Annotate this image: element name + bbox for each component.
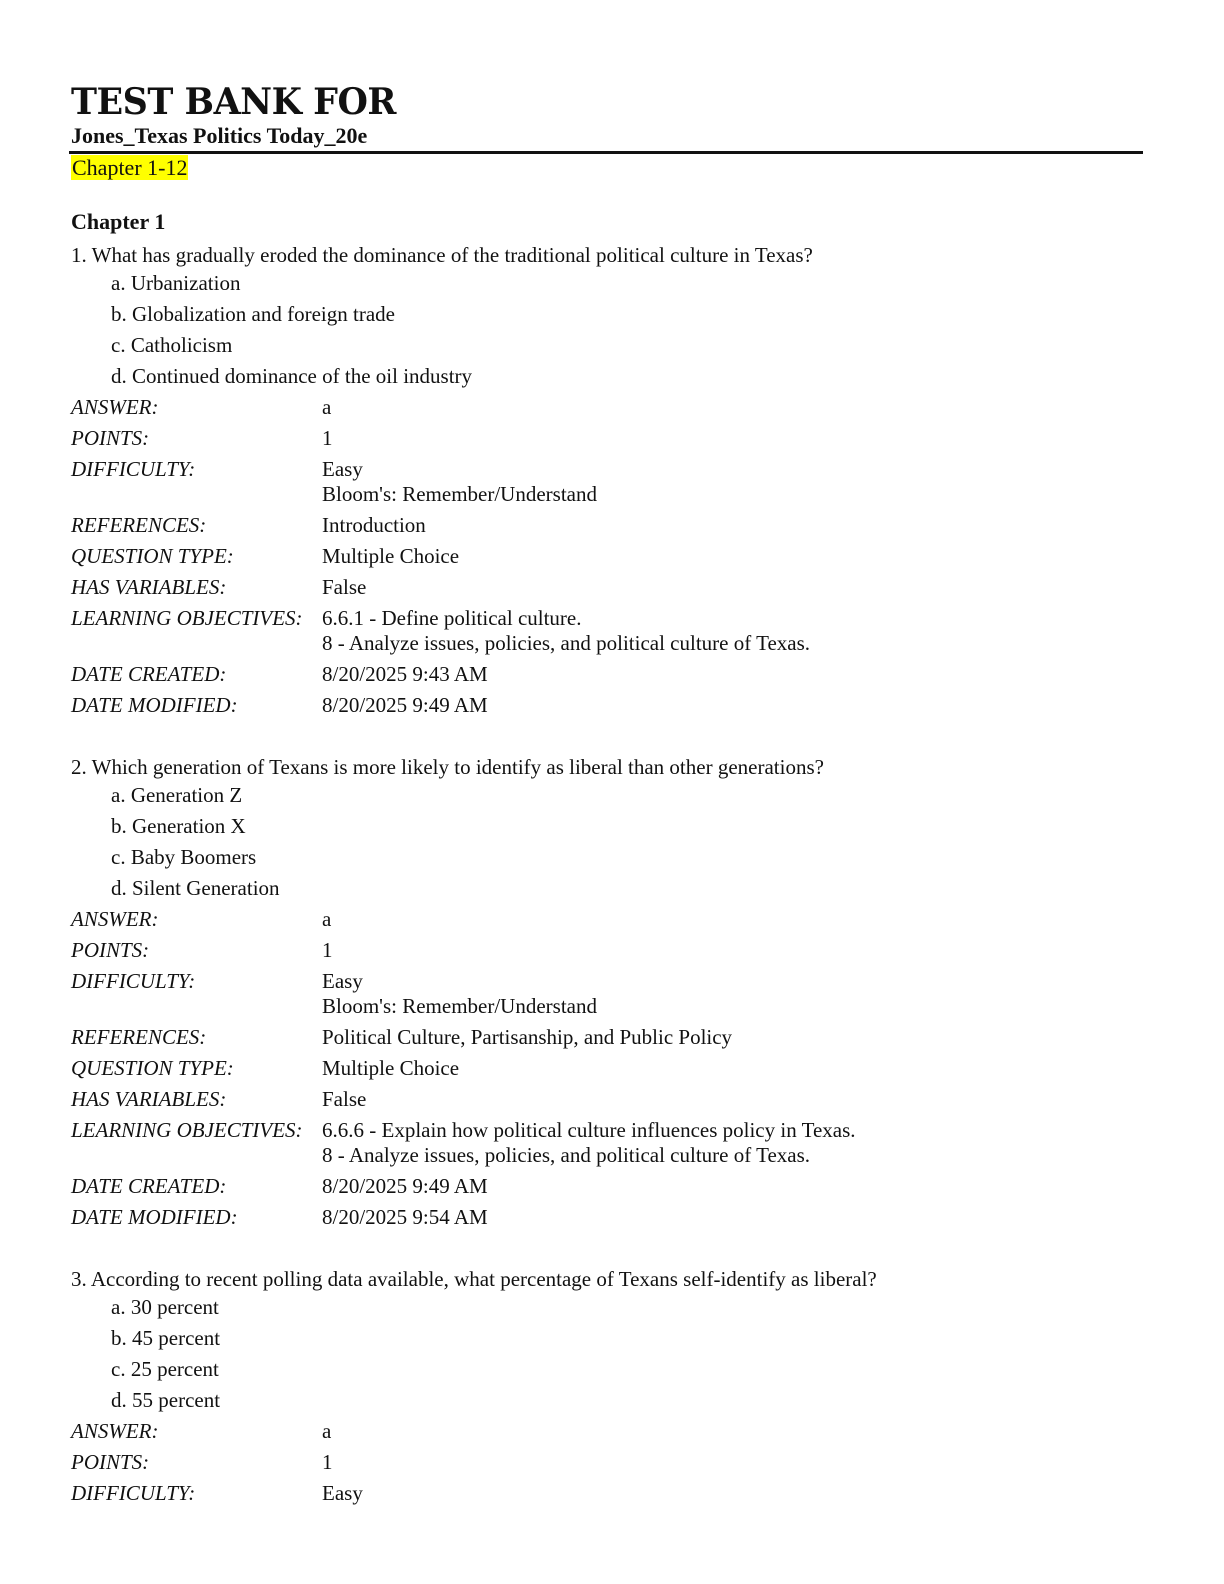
meta-label: DIFFICULTY: (71, 1481, 196, 1505)
meta-value: 1 (322, 1450, 333, 1474)
meta-label: DIFFICULTY: (71, 969, 196, 993)
option-item: b. Generation X (111, 814, 246, 838)
document-page (71, 82, 1145, 1512)
meta-row-date-created (71, 1174, 1145, 1199)
option-item: b. 45 percent (111, 1326, 221, 1350)
question-block (71, 242, 1145, 718)
meta-label: REFERENCES: (71, 513, 207, 537)
meta-label: DIFFICULTY: (71, 457, 196, 481)
meta-label: DATE CREATED: (71, 662, 227, 686)
option-item: c. Baby Boomers (111, 845, 257, 869)
meta-label: POINTS: (71, 426, 150, 450)
meta-label: HAS VARIABLES: (71, 1087, 227, 1111)
meta-row-answer (71, 1419, 1145, 1444)
meta-value: 8/20/2025 9:43 AM (322, 662, 488, 686)
meta-label: LEARNING OBJECTIVES: (71, 606, 303, 630)
meta-row-learning-objectives (71, 606, 1145, 656)
meta-label: DATE MODIFIED: (71, 1205, 238, 1229)
meta-value: Introduction (322, 513, 426, 537)
meta-label: REFERENCES: (71, 1025, 207, 1049)
meta-row-has-variables (71, 575, 1145, 600)
option-item: b. Globalization and foreign trade (111, 302, 395, 326)
option-item: d. Continued dominance of the oil industry (111, 364, 473, 388)
meta-value: a (322, 1419, 332, 1443)
question-stem: 1. What has gradually eroded the dominance of the traditional political culture in Texas? (71, 243, 813, 267)
meta-value: 8 - Analyze issues, policies, and political culture of Texas. (322, 1143, 811, 1167)
meta-value: Multiple Choice (322, 1056, 460, 1080)
meta-row-references (71, 1025, 1145, 1050)
option-item: a. 30 percent (111, 1295, 219, 1319)
meta-row-points (71, 426, 1145, 451)
meta-value: 8/20/2025 9:49 AM (322, 1174, 488, 1198)
meta-row-points (71, 938, 1145, 963)
meta-row-has-variables (71, 1087, 1145, 1112)
option-item: d. 55 percent (111, 1388, 221, 1412)
meta-value: Easy (322, 1481, 363, 1505)
meta-label: ANSWER: (71, 1419, 159, 1443)
meta-label: ANSWER: (71, 395, 159, 419)
meta-value: 6.6.6 - Explain how political culture influences policy in Texas. (322, 1118, 856, 1142)
question-metadata (71, 395, 1145, 718)
meta-label: POINTS: (71, 1450, 150, 1474)
option-item: a. Generation Z (111, 783, 243, 807)
meta-label: LEARNING OBJECTIVES: (71, 1118, 303, 1142)
meta-row-answer (71, 395, 1145, 420)
meta-label: POINTS: (71, 938, 150, 962)
option-item: d. Silent Generation (111, 876, 280, 900)
header-divider (69, 151, 1143, 154)
question-metadata (71, 1419, 1145, 1506)
meta-row-learning-objectives (71, 1118, 1145, 1168)
meta-value: False (322, 575, 367, 599)
meta-value: 6.6.1 - Define political culture. (322, 606, 582, 630)
meta-value: 1 (322, 426, 333, 450)
meta-row-difficulty (71, 457, 1145, 507)
meta-row-date-created (71, 662, 1145, 687)
meta-row-points (71, 1450, 1145, 1475)
meta-label: QUESTION TYPE: (71, 544, 234, 568)
meta-row-question-type (71, 544, 1145, 569)
question-block (71, 754, 1145, 1230)
meta-label: ANSWER: (71, 907, 159, 931)
document-subtitle: Jones_Texas Politics Today_20e (71, 123, 368, 148)
meta-row-answer (71, 907, 1145, 932)
meta-row-date-modified (71, 1205, 1145, 1230)
question-metadata (71, 907, 1145, 1230)
chapter-range-text: Chapter 1-12 (72, 155, 188, 180)
option-item: a. Urbanization (111, 271, 241, 295)
meta-value: Bloom's: Remember/Understand (322, 994, 597, 1018)
question-block (71, 1266, 1145, 1506)
meta-value: 8/20/2025 9:54 AM (322, 1205, 488, 1229)
meta-value: a (322, 395, 332, 419)
question-stem: 3. According to recent polling data available, what percentage of Texans self-identify as liberal? (71, 1267, 877, 1291)
meta-value: 1 (322, 938, 333, 962)
answer-options (111, 783, 1145, 901)
meta-value: False (322, 1087, 367, 1111)
chapter-range-highlight (71, 155, 1145, 181)
meta-row-references (71, 513, 1145, 538)
meta-label: DATE CREATED: (71, 1174, 227, 1198)
question-stem: 2. Which generation of Texans is more likely to identify as liberal than other generations? (71, 755, 824, 779)
meta-value: Easy (322, 457, 363, 481)
option-item: c. 25 percent (111, 1357, 219, 1381)
meta-value: 8/20/2025 9:49 AM (322, 693, 488, 717)
chapter-heading: Chapter 1 (71, 209, 166, 234)
meta-row-date-modified (71, 693, 1145, 718)
meta-value: Political Culture, Partisanship, and Public Policy (322, 1025, 733, 1049)
meta-label: DATE MODIFIED: (71, 693, 238, 717)
meta-value: Easy (322, 969, 363, 993)
answer-options (111, 271, 1145, 389)
meta-value: Multiple Choice (322, 544, 460, 568)
meta-value: 8 - Analyze issues, policies, and political culture of Texas. (322, 631, 811, 655)
meta-row-question-type (71, 1056, 1145, 1081)
meta-label: HAS VARIABLES: (71, 575, 227, 599)
meta-value: Bloom's: Remember/Understand (322, 482, 597, 506)
meta-row-difficulty (71, 969, 1145, 1019)
meta-label: QUESTION TYPE: (71, 1056, 234, 1080)
option-item: c. Catholicism (111, 333, 233, 357)
meta-row-difficulty (71, 1481, 1145, 1506)
document-banner: TEST BANK FOR (71, 81, 396, 123)
answer-options (111, 1295, 1145, 1413)
meta-value: a (322, 907, 332, 931)
